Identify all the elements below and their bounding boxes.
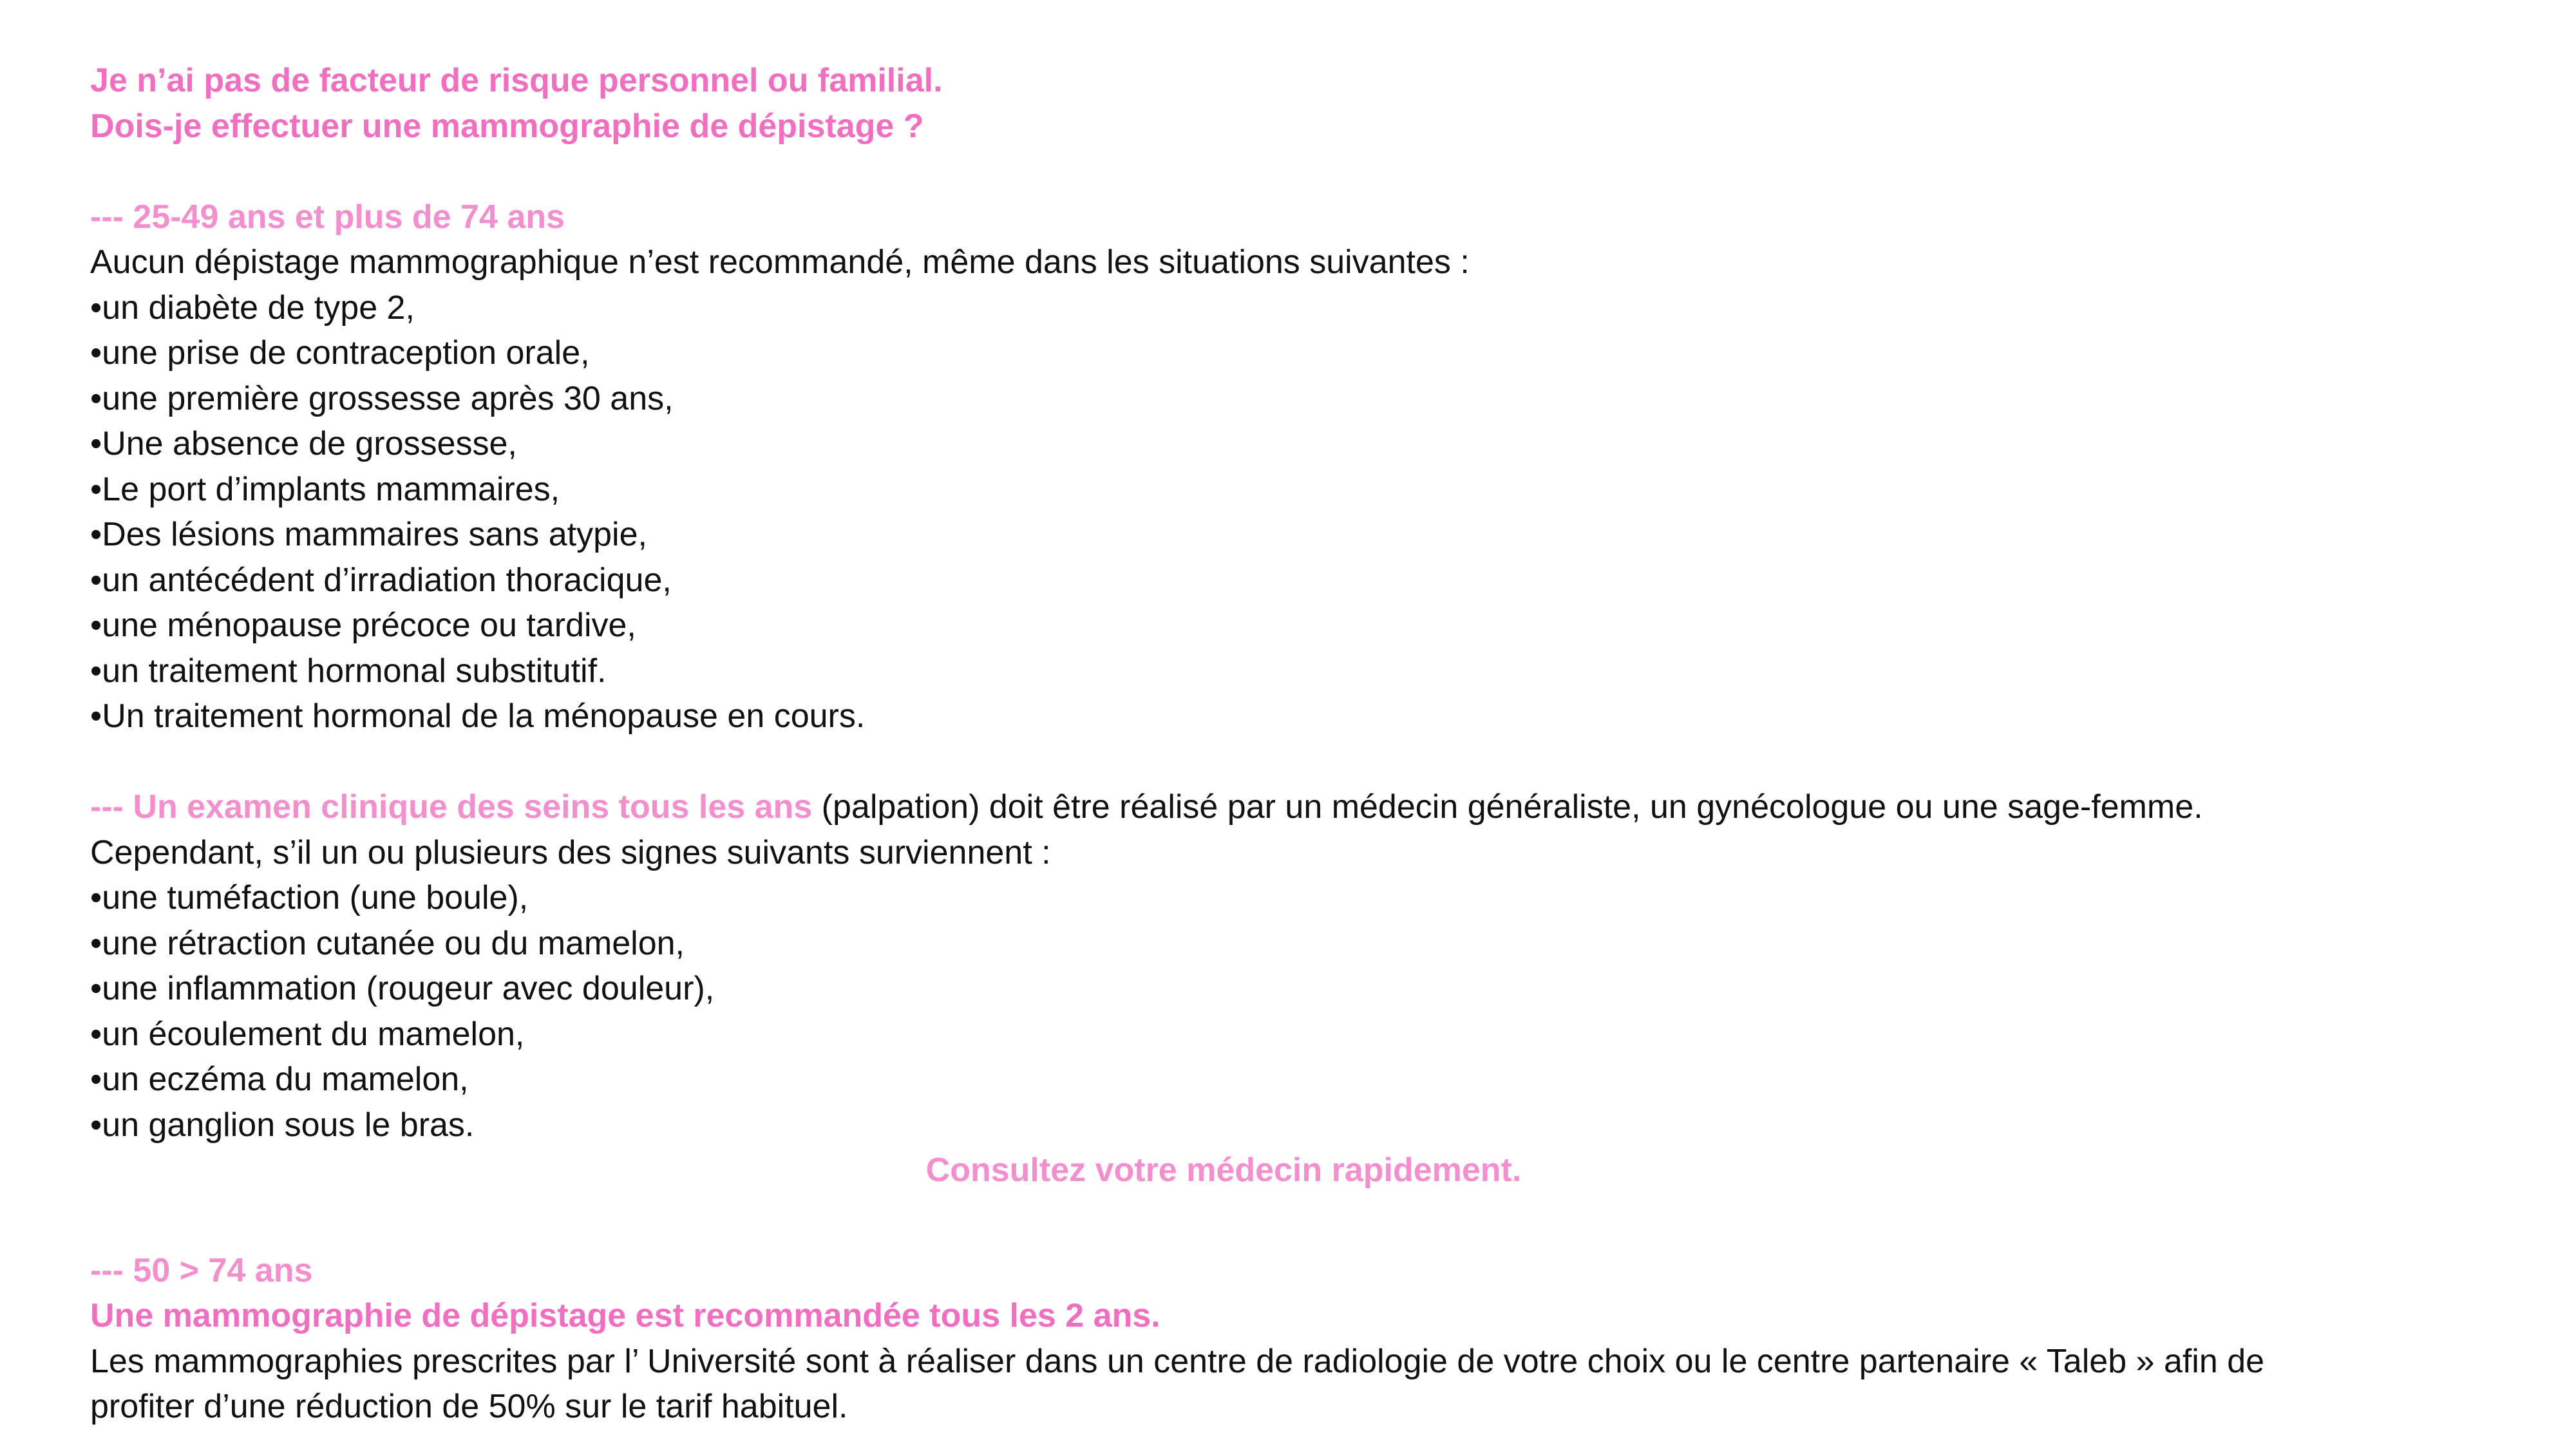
list-item: •une première grossesse après 30 ans,	[90, 379, 674, 417]
spacer	[90, 1193, 2512, 1248]
signs-intro: Cependant, s’il un ou plusieurs des signes suivants surviennent :	[90, 833, 1051, 871]
list-item: •un eczéma du mamelon,	[90, 1061, 469, 1098]
list-item: •un ganglion sous le bras.	[90, 1106, 475, 1144]
section-intro-no-screening: Aucun dépistage mammographique n’est recommandé, même dans les situations suivantes :	[90, 243, 1470, 281]
list-item: •Une absence de grossesse,	[90, 425, 517, 462]
list-item: •Des lésions mammaires sans atypie,	[90, 516, 647, 553]
list-item: •une prise de contraception orale,	[90, 334, 590, 372]
list-item: •une inflammation (rougeur avec douleur),	[90, 970, 715, 1007]
list-item: •un antécédent d’irradiation thoracique,	[90, 561, 672, 599]
list-item: •un traitement hormonal substitutif.	[90, 652, 607, 690]
screening-recommendation: Une mammographie de dépistage est recommandée tous les 2 ans.	[90, 1297, 1160, 1334]
clinical-exam-rest: (palpation) doit être réalisé par un médecin généraliste, un gynécologue ou une sage-femme.	[812, 788, 2203, 826]
university-info-line-2: profiter d’une réduction de 50% sur le tarif habituel.	[90, 1388, 848, 1425]
intro-question-line-1: Je n’ai pas de facteur de risque personnel ou familial.	[90, 62, 943, 99]
list-item: •Le port d’implants mammaires,	[90, 470, 560, 508]
list-item: •une ménopause précoce ou tardive,	[90, 607, 636, 644]
spacer	[90, 739, 2512, 785]
document-page	[90, 58, 2512, 1430]
list-item: •un écoulement du mamelon,	[90, 1015, 525, 1053]
list-item: •une rétraction cutanée ou du mamelon,	[90, 924, 685, 962]
clinical-exam-highlight: --- Un examen clinique des seins tous les ans	[90, 788, 813, 826]
section-heading-50-74: --- 50 > 74 ans	[90, 1251, 313, 1289]
spacer	[90, 149, 2512, 194]
section-heading-clinical-exam	[90, 784, 2512, 830]
university-info-line-1: Les mammographies prescrites par l’ Université sont à réaliser dans un centre de radiologie de votre choix ou le centre partenaire « Taleb » afin de	[90, 1342, 2265, 1380]
section-heading-25-49: --- 25-49 ans et plus de 74 ans	[90, 198, 565, 236]
list-item: •Un traitement hormonal de la ménopause en cours.	[90, 697, 866, 735]
list-item: •une tuméfaction (une boule),	[90, 879, 529, 916]
intro-question-line-2: Dois-je effectuer une mammographie de dépistage ?	[90, 107, 924, 145]
list-item: •un diabète de type 2,	[90, 289, 415, 327]
consult-doctor-callout: Consultez votre médecin rapidement.	[925, 1151, 1522, 1189]
